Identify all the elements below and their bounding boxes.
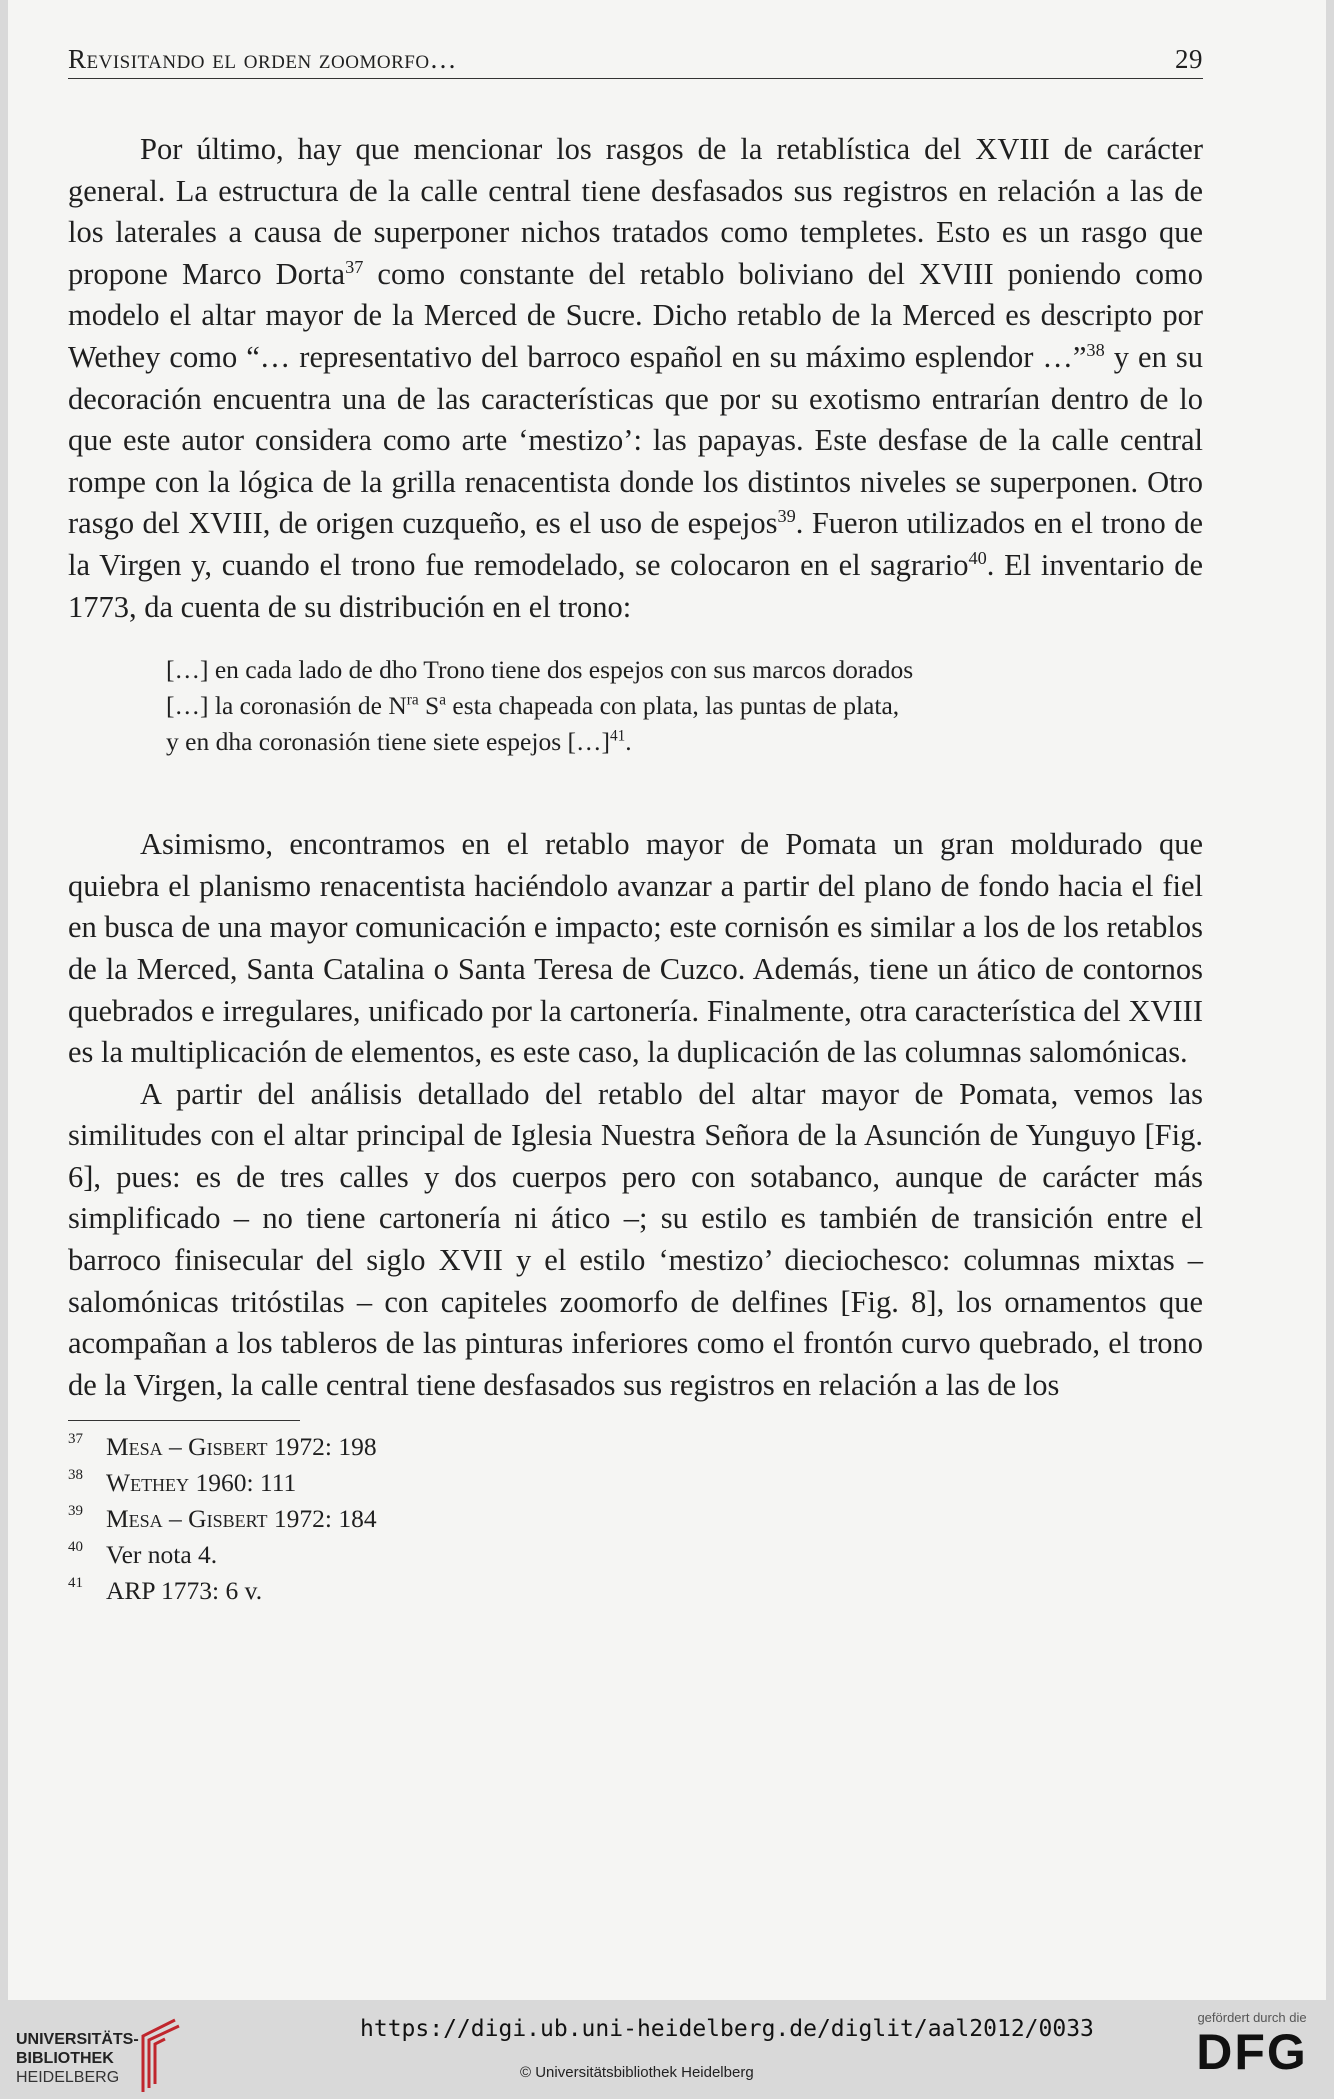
superscript: a [439,691,447,709]
footnote-author: Mesa – Gisbert [106,1432,268,1462]
footnote-ref-40[interactable]: 40 [968,547,987,568]
dfg-logo [1186,2010,1318,2079]
footnote-ref-41[interactable]: 41 [609,727,626,745]
page-number: 29 [1175,44,1203,74]
footnote-author: Wethey [106,1468,190,1498]
text-run: […] la coronasión de N [166,691,407,721]
paragraph-1 [68,129,1203,628]
footnote-39 [68,1501,1203,1537]
footnote-text: Ver nota 4. [106,1540,218,1570]
footnote-40 [68,1537,1203,1573]
body-text [68,129,1203,1406]
text-run: . [625,727,632,757]
block-quote [166,652,1203,760]
library-line-1: UNIVERSITÄTS- [16,2031,139,2048]
paragraph-3: A partir del análisis detallado del retablo del altar mayor de Pomata, vemos las similitudes con el altar principal de Iglesia Nuestra Señora de la Asunción de Yunguyo [Fig. 6], pues: es de tres calles y dos cuerpos pero con sotabanco, aunque de carácter más simplificado – no tiene cartonería ni ático –; su estilo es también de transición entre el barroco finisecular del siglo XVII y el estilo ‘mestizo’ dieciochesco: columnas mixtas – salomónicas tritóstilas – con capiteles zoomorfo de delfines [Fig. 8], los ornamentos que acompañan a los tableros de las pinturas inferiores como el frontón curvo quebrado, el trono de la Virgen, la calle central tiene desfasados sus registros en relación a las de los [68,1076,1203,1402]
library-logo-icon [135,2014,185,2094]
text-run: . Fueron utilizados en el trono de la Virgen y, cuando el trono fue remodelado, se colocaron en el sagrario [68,506,1203,582]
footnote-ref-38[interactable]: 38 [1086,339,1105,360]
running-title: Revisitando el orden zoomorfo… [68,44,458,74]
footnote-author: Mesa – Gisbert [106,1504,268,1534]
footnote-number: 40 [68,1539,83,1556]
footnote-text: 1972: 198 [267,1432,377,1462]
viewer-footer [0,2000,1334,2099]
document-page [8,0,1326,2000]
text-run: y en su decoración encuentra una de las características que por su exotismo entrarían dentro de lo que este autor considera como arte ‘mestizo’: las papayas. Este desfase de la calle central rompe con la lógica de la grilla renacentista donde los distintos niveles se superponen. Otro rasgo del XVIII, de origen cuzqueño, es el uso de espejos [68,339,1203,541]
library-line-3: HEIDELBERG [16,2069,120,2086]
text-run: . El inventario de 1773, da cuenta de su distribución en el trono: [68,547,1203,624]
quote-line-2 [166,688,1203,724]
dfg-caption: gefördert durch die [1197,2010,1307,2025]
quote-line-3 [166,724,1203,760]
footnote-ref-37[interactable]: 37 [345,256,364,277]
superscript: ra [406,691,419,709]
text-run: Por último, hay que mencionar los rasgos de la retablística del XVIII de carácter general. La estructura de la calle central tiene desfasados sus registros en relación a las de los laterales a causa de superponer nichos tratados como templetes. Esto es un rasgo que propone Marco Dorta [68,132,1203,291]
text-run: y en dha coronasión tiene siete espejos […] [166,727,610,757]
text-run: como constante del retablo boliviano del XVIII poniendo como modelo el altar mayor de la Merced de Sucre. Dicho retablo de la Merced es descripto por Wethey como “… representativo del barroco español en su máximo esplendor …” [68,256,1203,374]
text-run: S [418,691,440,721]
library-name [16,2030,139,2087]
footnote-38 [68,1465,1203,1501]
footnote-ref-39[interactable]: 39 [777,506,796,527]
footnote-number: 38 [68,1467,83,1484]
dfg-wordmark: DFG [1196,2024,1308,2080]
footnote-number: 37 [68,1431,83,1448]
footnote-37 [68,1429,1203,1465]
footnote-number: 41 [68,1575,83,1592]
page-content [68,44,1203,1609]
copyright: © Universitätsbibliothek Heidelberg [520,2064,754,2081]
footnote-41 [68,1573,1203,1609]
footnote-text: 1960: 111 [189,1468,297,1498]
text-run: esta chapeada con plata, las puntas de plata, [446,691,900,721]
footnotes [68,1429,1203,1609]
quote-line-1: […] en cada lado de dho Trono tiene dos espejos con sus marcos dorados [166,655,914,685]
footnote-number: 39 [68,1503,83,1520]
running-header [68,44,1203,79]
library-line-2: BIBLIOTHEK [16,2050,114,2067]
footnote-text: 1972: 184 [267,1504,377,1534]
permalink[interactable]: https://digi.ub.uni-heidelberg.de/diglit/aal2012/0033 [360,2016,1094,2042]
footnote-text: ARP 1773: 6 v. [106,1576,263,1606]
paragraph-2: Asimismo, encontramos en el retablo mayor de Pomata un gran moldurado que quiebra el planismo renacentista haciéndolo avanzar a partir del plano de fondo hacia el fiel en busca de una mayor comunicación e impacto; este cornisón es similar a los de los retablos de la Merced, Santa Catalina o Santa Teresa de Cuzco. Además, tiene un ático de contornos quebrados e irregulares, unificado por la cartonería. Finalmente, otra característica del XVIII es la multiplicación de elementos, es este caso, la duplicación de las columnas salomónicas. [68,827,1203,1070]
